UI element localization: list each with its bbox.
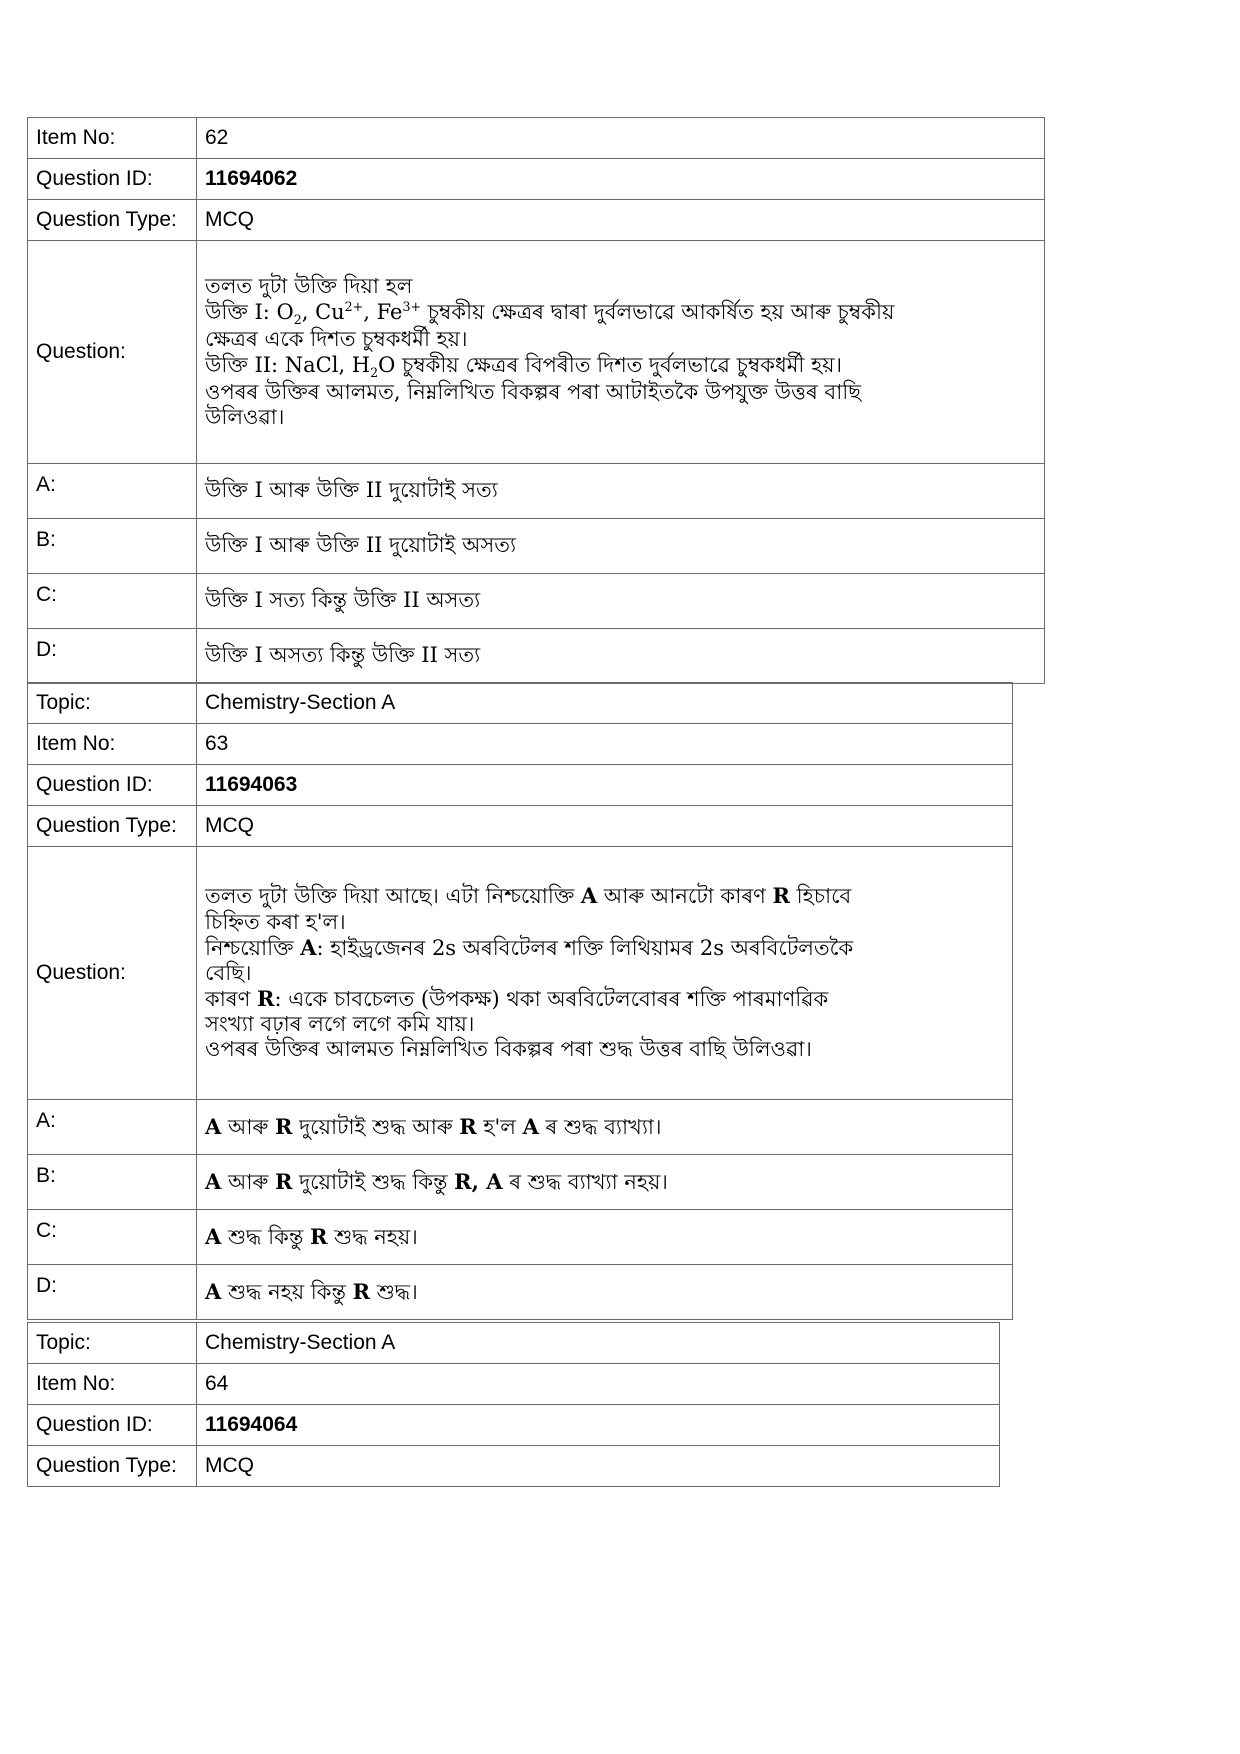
question-id-label: Question ID: xyxy=(28,1405,197,1446)
question-line: কাৰণ R: একে চাবচেলত (উপকক্ষ) থকা অৰবিটেলবোৰৰ শক্তি পাৰমাণৱিক xyxy=(205,986,829,1012)
option-a-label: A: xyxy=(28,464,197,519)
question-text xyxy=(197,241,1045,464)
question-type-value: MCQ xyxy=(197,1446,1000,1487)
question-type-value: MCQ xyxy=(197,806,1013,847)
topic-value: Chemistry-Section A xyxy=(197,1323,1000,1364)
question-line: ওপৰৰ উক্তিৰ আলমত নিম্নলিখিত বিকল্পৰ পৰা শুদ্ধ উত্তৰ বাছি উলিওৱা। xyxy=(205,1037,812,1062)
question-line: বেছি। xyxy=(205,960,252,985)
option-d-label: D: xyxy=(28,1265,197,1320)
question-type-label: Question Type: xyxy=(28,806,197,847)
question-table-62 xyxy=(27,117,1045,684)
question-table-63 xyxy=(27,682,1013,1320)
option-d-label: D: xyxy=(28,629,197,684)
option-c-text: উক্তি I সত্য কিন্তু উক্তি II অসত্য xyxy=(197,574,1045,629)
question-text xyxy=(197,847,1013,1100)
item-no-value: 64 xyxy=(197,1364,1000,1405)
topic-label: Topic: xyxy=(28,683,197,724)
item-no-value: 62 xyxy=(197,118,1045,159)
option-a-text: A আৰু R দুয়োটাই শুদ্ধ আৰু R হ'ল A ৰ শুদ্ধ ব্যাখ্যা। xyxy=(197,1100,1013,1155)
question-type-label: Question Type: xyxy=(28,200,197,241)
question-line: চিহ্নিত কৰা হ'ল। xyxy=(205,909,346,934)
question-id-label: Question ID: xyxy=(28,765,197,806)
question-line: ক্ষেত্ৰৰ একে দিশত চুম্বকধৰ্মী হয়। xyxy=(205,327,468,352)
option-a-text: উক্তি I আৰু উক্তি II দুয়োটাই সত্য xyxy=(197,464,1045,519)
question-label: Question: xyxy=(28,847,197,1100)
question-table-64 xyxy=(27,1322,1000,1487)
option-b-text: উক্তি I আৰু উক্তি II দুয়োটাই অসত্য xyxy=(197,519,1045,574)
topic-label: Topic: xyxy=(28,1323,197,1364)
topic-value: Chemistry-Section A xyxy=(197,683,1013,724)
question-label: Question: xyxy=(28,241,197,464)
question-line: তলত দুটা উক্তি দিয়া হল xyxy=(205,273,413,298)
question-type-label: Question Type: xyxy=(28,1446,197,1487)
item-no-label: Item No: xyxy=(28,724,197,765)
option-d-text: উক্তি I অসত্য কিন্তু উক্তি II সত্য xyxy=(197,629,1045,684)
question-id-value: 11694062 xyxy=(197,159,1045,200)
question-id-value: 11694064 xyxy=(197,1405,1000,1446)
option-c-label: C: xyxy=(28,574,197,629)
option-b-label: B: xyxy=(28,1155,197,1210)
item-no-value: 63 xyxy=(197,724,1013,765)
item-no-label: Item No: xyxy=(28,1364,197,1405)
question-type-value: MCQ xyxy=(197,200,1045,241)
question-id-value: 11694063 xyxy=(197,765,1013,806)
question-line: তলত দুটা উক্তি দিয়া আছে। এটা নিশ্চয়োক্তি A আৰু আনটো কাৰণ R হিচাবে xyxy=(205,883,852,909)
option-c-text: A শুদ্ধ কিন্তু R শুদ্ধ নহয়। xyxy=(197,1210,1013,1265)
item-no-label: Item No: xyxy=(28,118,197,159)
option-d-text: A শুদ্ধ নহয় কিন্তু R শুদ্ধ। xyxy=(197,1265,1013,1320)
question-id-label: Question ID: xyxy=(28,159,197,200)
question-line: নিশ্চয়োক্তি A: হাইড্ৰজেনৰ 2s অৰবিটেলৰ শক্তি লিথিয়ামৰ 2s অৰবিটেলতকৈ xyxy=(205,934,854,960)
option-c-label: C: xyxy=(28,1210,197,1265)
question-line: উক্তি I: $O_2$, $Cu^{2+}$, $Fe^{3+}$ চুম্বকীয় ক্ষেত্ৰৰ দ্বাৰা দুৰ্বলভাৱে আকৰ্ষিত হয় আৰু চুম্বকীয় xyxy=(205,299,895,328)
question-line: সংখ্যা বঢ়াৰ লগে লগে কমি যায়। xyxy=(205,1012,475,1037)
option-b-label: B: xyxy=(28,519,197,574)
option-a-label: A: xyxy=(28,1100,197,1155)
question-line: ওপৰৰ উক্তিৰ আলমত, নিম্নলিখিত বিকল্পৰ পৰা আটাইতকৈ উপযুক্ত উত্তৰ বাছি xyxy=(205,379,862,404)
question-line: উক্তি II: NaCl, $H_2O$ চুম্বকীয় ক্ষেত্ৰৰ বিপৰীত দিশত দুৰ্বলভাৱে চুম্বকধৰ্মী হয়। xyxy=(205,352,842,380)
question-line: উলিওৱা। xyxy=(205,404,285,429)
option-b-text: A আৰু R দুয়োটাই শুদ্ধ কিন্তু R, A ৰ শুদ্ধ ব্যাখ্যা নহয়। xyxy=(197,1155,1013,1210)
